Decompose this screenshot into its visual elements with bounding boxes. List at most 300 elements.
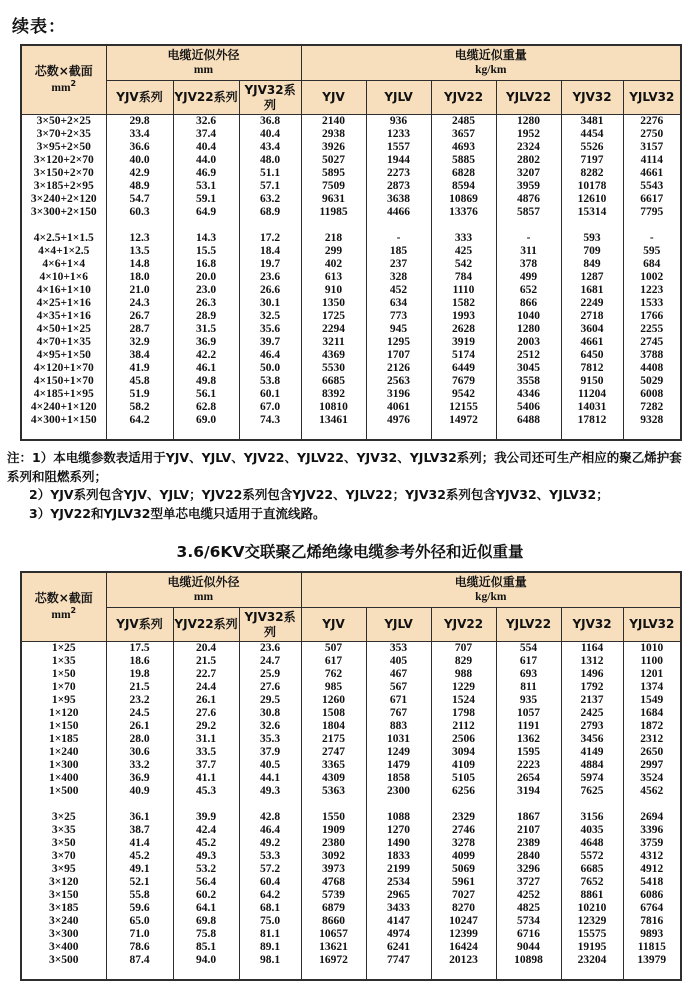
- value-cell: 53.8: [239, 375, 301, 388]
- value-cell: 75.8: [173, 928, 239, 941]
- value-cell: 57.2: [239, 863, 301, 876]
- value-cell: 23.2: [106, 694, 173, 707]
- value-cell: 1191: [496, 720, 561, 733]
- cores-section-cell: 4×300+1×150: [21, 414, 106, 427]
- value-cell: 69.8: [173, 915, 239, 928]
- value-cell: 883: [366, 720, 431, 733]
- value-cell: 23.6: [239, 271, 301, 284]
- value-cell: 935: [496, 694, 561, 707]
- value-cell: 56.4: [173, 876, 239, 889]
- spacer-cell: [366, 427, 431, 440]
- value-cell: 353: [366, 641, 431, 655]
- value-cell: 3456: [561, 733, 623, 746]
- value-cell: 10869: [431, 193, 496, 206]
- spacer-cell: [366, 967, 431, 980]
- value-cell: 19.7: [239, 258, 301, 271]
- cores-section-cell: 4×35+1×16: [21, 310, 106, 323]
- value-cell: -: [623, 232, 681, 245]
- value-cell: 1110: [431, 284, 496, 297]
- value-cell: 299: [301, 245, 366, 258]
- value-cell: 3157: [623, 141, 681, 154]
- value-cell: 2380: [301, 837, 366, 850]
- table-row: [21, 375, 681, 388]
- value-cell: 26.7: [106, 310, 173, 323]
- value-cell: 35.3: [239, 733, 301, 746]
- value-cell: 4974: [366, 928, 431, 941]
- value-cell: 1040: [496, 310, 561, 323]
- cores-section-cell: 1×500: [21, 785, 106, 798]
- table-row: [21, 167, 681, 180]
- value-cell: 26.1: [173, 694, 239, 707]
- spacer-cell: [301, 798, 366, 811]
- value-cell: 4825: [496, 902, 561, 915]
- value-cell: 1725: [301, 310, 366, 323]
- value-cell: 64.9: [173, 206, 239, 219]
- table-row: [21, 707, 681, 720]
- value-cell: 2654: [496, 772, 561, 785]
- value-cell: 7795: [623, 206, 681, 219]
- table-header: [21, 572, 681, 641]
- value-cell: 2389: [496, 837, 561, 850]
- value-cell: 56.1: [173, 388, 239, 401]
- value-cell: 3396: [623, 824, 681, 837]
- value-cell: 15.5: [173, 245, 239, 258]
- value-cell: 2512: [496, 349, 561, 362]
- value-cell: 57.1: [239, 180, 301, 193]
- value-cell: 1201: [623, 668, 681, 681]
- value-cell: 1002: [623, 271, 681, 284]
- spacer-cell: [301, 967, 366, 980]
- value-cell: 1280: [496, 323, 561, 336]
- value-cell: 7027: [431, 889, 496, 902]
- value-cell: 9150: [561, 375, 623, 388]
- table-row: [21, 401, 681, 414]
- value-cell: 2003: [496, 336, 561, 349]
- value-cell: 1374: [623, 681, 681, 694]
- value-cell: 1993: [431, 310, 496, 323]
- cores-section-cell: 3×185+2×95: [21, 180, 106, 193]
- value-cell: 67.0: [239, 401, 301, 414]
- value-cell: 12399: [431, 928, 496, 941]
- value-cell: 53.3: [239, 850, 301, 863]
- value-cell: 3211: [301, 336, 366, 349]
- value-cell: 8392: [301, 388, 366, 401]
- value-cell: 11815: [623, 941, 681, 954]
- value-cell: 49.8: [173, 375, 239, 388]
- value-cell: 40.4: [173, 141, 239, 154]
- value-cell: 784: [431, 271, 496, 284]
- value-cell: 26.6: [239, 284, 301, 297]
- value-cell: 2650: [623, 746, 681, 759]
- value-cell: 9328: [623, 414, 681, 427]
- value-cell: 4035: [561, 824, 623, 837]
- value-cell: 4661: [561, 336, 623, 349]
- value-cell: 1804: [301, 720, 366, 733]
- value-cell: 2563: [366, 375, 431, 388]
- cores-section-cell: 3×240: [21, 915, 106, 928]
- value-cell: 45.8: [106, 375, 173, 388]
- value-cell: 1031: [366, 733, 431, 746]
- value-cell: 5543: [623, 180, 681, 193]
- value-cell: 2324: [496, 141, 561, 154]
- cores-section-cell: 3×120: [21, 876, 106, 889]
- value-cell: 49.1: [106, 863, 173, 876]
- cores-section-cell: 3×300+2×150: [21, 206, 106, 219]
- value-cell: 37.9: [239, 746, 301, 759]
- table-header: [21, 45, 681, 114]
- value-cell: 12.3: [106, 232, 173, 245]
- value-cell: 44.1: [239, 772, 301, 785]
- spacer-cell: [21, 798, 106, 811]
- value-cell: 4884: [561, 759, 623, 772]
- cores-section-cell: 3×95+2×50: [21, 141, 106, 154]
- value-cell: 64.2: [239, 889, 301, 902]
- value-cell: 46.4: [239, 349, 301, 362]
- value-cell: 40.4: [239, 128, 301, 141]
- continued-table-label: 续表：: [12, 17, 66, 37]
- value-cell: 1944: [366, 154, 431, 167]
- value-cell: 1496: [561, 668, 623, 681]
- cores-section-cell: 4×6+1×4: [21, 258, 106, 271]
- value-cell: 652: [496, 284, 561, 297]
- value-cell: 2750: [623, 128, 681, 141]
- value-cell: 3092: [301, 850, 366, 863]
- spacer-cell: [561, 967, 623, 980]
- value-cell: 18.0: [106, 271, 173, 284]
- col-header-yjlv22: YJLV22: [496, 608, 561, 642]
- value-cell: 3207: [496, 167, 561, 180]
- value-cell: 41.4: [106, 837, 173, 850]
- value-cell: 41.9: [106, 362, 173, 375]
- value-cell: 59.6: [106, 902, 173, 915]
- value-cell: 37.4: [173, 128, 239, 141]
- value-cell: 3524: [623, 772, 681, 785]
- value-cell: 7625: [561, 785, 623, 798]
- table-row: [21, 876, 681, 889]
- value-cell: 9542: [431, 388, 496, 401]
- table-row: [21, 733, 681, 746]
- col-header-yjv22-series: YJV22系列: [173, 81, 239, 115]
- value-cell: 65.0: [106, 915, 173, 928]
- spacer-cell: [561, 427, 623, 440]
- spacer-cell: [301, 219, 366, 232]
- value-cell: 2534: [366, 876, 431, 889]
- value-cell: 1858: [366, 772, 431, 785]
- value-cell: 12329: [561, 915, 623, 928]
- value-cell: 3296: [496, 863, 561, 876]
- cores-section-title: 芯数×截面: [34, 591, 93, 606]
- value-cell: 328: [366, 271, 431, 284]
- value-cell: 3919: [431, 336, 496, 349]
- col-header-yjlv32: YJLV32: [623, 81, 681, 115]
- value-cell: 50.0: [239, 362, 301, 375]
- col-header-yjlv32: YJLV32: [623, 608, 681, 642]
- value-cell: 33.5: [173, 746, 239, 759]
- value-cell: 20.0: [173, 271, 239, 284]
- value-cell: 36.6: [106, 141, 173, 154]
- value-cell: 8594: [431, 180, 496, 193]
- value-cell: 3973: [301, 863, 366, 876]
- outer-diameter-title: 电缆近似外径: [167, 48, 240, 62]
- value-cell: 33.2: [106, 759, 173, 772]
- value-cell: 10898: [496, 954, 561, 967]
- value-cell: 1909: [301, 824, 366, 837]
- spacer-cell: [623, 967, 681, 980]
- value-cell: 5572: [561, 850, 623, 863]
- value-cell: 37.7: [173, 759, 239, 772]
- cores-section-cell: 1×400: [21, 772, 106, 785]
- value-cell: 13979: [623, 954, 681, 967]
- table-row: [21, 889, 681, 902]
- spacer-row: [21, 798, 681, 811]
- table-row: [21, 258, 681, 271]
- cores-section-unit-sup: 2: [70, 605, 77, 615]
- value-cell: 2112: [431, 720, 496, 733]
- weight-title: 电缆近似重量: [454, 48, 527, 62]
- footnotes: [7, 449, 693, 524]
- cores-section-cell: 3×150+2×70: [21, 167, 106, 180]
- value-cell: 43.4: [239, 141, 301, 154]
- value-cell: 7197: [561, 154, 623, 167]
- value-cell: 6617: [623, 193, 681, 206]
- value-cell: 4562: [623, 785, 681, 798]
- value-cell: 51.9: [106, 388, 173, 401]
- cores-section-cell: 3×500: [21, 954, 106, 967]
- spacer-cell: [173, 967, 239, 980]
- table-row: [21, 232, 681, 245]
- value-cell: 1798: [431, 707, 496, 720]
- cores-section-cell: 4×25+1×16: [21, 297, 106, 310]
- value-cell: 39.9: [173, 811, 239, 824]
- cores-section-unit: mm: [51, 81, 71, 94]
- col-header-yjv: YJV: [301, 608, 366, 642]
- value-cell: 25.9: [239, 668, 301, 681]
- value-cell: 49.3: [239, 785, 301, 798]
- value-cell: 554: [496, 641, 561, 655]
- value-cell: 1766: [623, 310, 681, 323]
- table-row: [21, 349, 681, 362]
- value-cell: 14.3: [173, 232, 239, 245]
- value-cell: 11204: [561, 388, 623, 401]
- value-cell: 29.5: [239, 694, 301, 707]
- value-cell: 693: [496, 668, 561, 681]
- value-cell: 910: [301, 284, 366, 297]
- value-cell: 707: [431, 641, 496, 655]
- table-row: [21, 414, 681, 427]
- value-cell: 405: [366, 655, 431, 668]
- table-row: [21, 245, 681, 258]
- value-cell: 14972: [431, 414, 496, 427]
- value-cell: 2223: [496, 759, 561, 772]
- value-cell: 2107: [496, 824, 561, 837]
- table-row: [21, 284, 681, 297]
- value-cell: 45.3: [173, 785, 239, 798]
- value-cell: 2793: [561, 720, 623, 733]
- cores-section-cell: 3×240+2×120: [21, 193, 106, 206]
- value-cell: 13376: [431, 206, 496, 219]
- cores-section-cell: 1×185: [21, 733, 106, 746]
- cores-section-cell: 4×2.5+1×1.5: [21, 232, 106, 245]
- value-cell: 2425: [561, 707, 623, 720]
- value-cell: 24.5: [106, 707, 173, 720]
- value-cell: 60.1: [239, 388, 301, 401]
- value-cell: 378: [496, 258, 561, 271]
- table-row: [21, 850, 681, 863]
- table-row: [21, 954, 681, 967]
- value-cell: 30.6: [106, 746, 173, 759]
- value-cell: 6488: [496, 414, 561, 427]
- value-cell: 20.4: [173, 641, 239, 655]
- value-cell: 1681: [561, 284, 623, 297]
- value-cell: 5739: [301, 889, 366, 902]
- value-cell: 3194: [496, 785, 561, 798]
- spacer-cell: [366, 219, 431, 232]
- value-cell: 26.3: [173, 297, 239, 310]
- col-group-weight: [301, 572, 681, 608]
- spacer-cell: [623, 427, 681, 440]
- value-cell: 5069: [431, 863, 496, 876]
- table-row: [21, 141, 681, 154]
- value-cell: 46.1: [173, 362, 239, 375]
- value-cell: 3278: [431, 837, 496, 850]
- value-cell: 40.0: [106, 154, 173, 167]
- cores-section-cell: 1×95: [21, 694, 106, 707]
- value-cell: 7652: [561, 876, 623, 889]
- value-cell: 4147: [366, 915, 431, 928]
- value-cell: 2137: [561, 694, 623, 707]
- value-cell: 3433: [366, 902, 431, 915]
- value-cell: 2747: [301, 746, 366, 759]
- value-cell: 4099: [431, 850, 496, 863]
- value-cell: 5105: [431, 772, 496, 785]
- cores-section-cell: 3×35: [21, 824, 106, 837]
- value-cell: 8282: [561, 167, 623, 180]
- value-cell: 48.0: [239, 154, 301, 167]
- table-row: [21, 128, 681, 141]
- value-cell: 21.5: [106, 681, 173, 694]
- value-cell: 27.6: [173, 707, 239, 720]
- spacer-cell: [173, 427, 239, 440]
- cores-section-cell: 3×185: [21, 902, 106, 915]
- value-cell: 237: [366, 258, 431, 271]
- spacer-cell: [496, 219, 561, 232]
- value-cell: 1533: [623, 297, 681, 310]
- value-cell: 2938: [301, 128, 366, 141]
- value-cell: 3045: [496, 362, 561, 375]
- value-cell: 22.7: [173, 668, 239, 681]
- value-cell: 2745: [623, 336, 681, 349]
- value-cell: 17.2: [239, 232, 301, 245]
- cores-section-cell: 3×50+2×25: [21, 114, 106, 128]
- value-cell: 2329: [431, 811, 496, 824]
- table-row: [21, 902, 681, 915]
- value-cell: 18.4: [239, 245, 301, 258]
- value-cell: 3558: [496, 375, 561, 388]
- spacer-cell: [623, 798, 681, 811]
- table-row: [21, 271, 681, 284]
- value-cell: 32.6: [173, 114, 239, 128]
- value-cell: 41.1: [173, 772, 239, 785]
- value-cell: 33.4: [106, 128, 173, 141]
- value-cell: 5363: [301, 785, 366, 798]
- cores-section-cell: 1×70: [21, 681, 106, 694]
- spacer-cell: [106, 798, 173, 811]
- note-3: 3）YJV22和YJLV32型单芯电缆只适用于直流线路。: [29, 506, 326, 522]
- value-cell: 617: [496, 655, 561, 668]
- value-cell: 7747: [366, 954, 431, 967]
- value-cell: 1557: [366, 141, 431, 154]
- value-cell: 24.4: [173, 681, 239, 694]
- value-cell: 30.1: [239, 297, 301, 310]
- value-cell: 4061: [366, 401, 431, 414]
- value-cell: 45.2: [106, 850, 173, 863]
- spacer-cell: [496, 798, 561, 811]
- value-cell: 8270: [431, 902, 496, 915]
- value-cell: 5418: [623, 876, 681, 889]
- value-cell: 8660: [301, 915, 366, 928]
- spacer-cell: [366, 798, 431, 811]
- value-cell: 89.1: [239, 941, 301, 954]
- col-group-outer-diameter: [106, 572, 301, 608]
- value-cell: 60.2: [173, 889, 239, 902]
- spacer-cell: [239, 967, 301, 980]
- cores-section-cell: 3×300: [21, 928, 106, 941]
- header-group-row: [21, 45, 681, 81]
- value-cell: 3759: [623, 837, 681, 850]
- value-cell: 634: [366, 297, 431, 310]
- col-header-cores-section: [21, 45, 106, 114]
- value-cell: 617: [301, 655, 366, 668]
- value-cell: 1287: [561, 271, 623, 284]
- value-cell: 4912: [623, 863, 681, 876]
- value-cell: 3196: [366, 388, 431, 401]
- spacer-cell: [431, 219, 496, 232]
- value-cell: 4976: [366, 414, 431, 427]
- spacer-cell: [623, 219, 681, 232]
- value-cell: 51.1: [239, 167, 301, 180]
- value-cell: 16424: [431, 941, 496, 954]
- spacer-cell: [239, 219, 301, 232]
- value-cell: 11985: [301, 206, 366, 219]
- value-cell: 936: [366, 114, 431, 128]
- value-cell: 24.7: [239, 655, 301, 668]
- value-cell: 7509: [301, 180, 366, 193]
- value-cell: 2965: [366, 889, 431, 902]
- value-cell: 1707: [366, 349, 431, 362]
- value-cell: 1350: [301, 297, 366, 310]
- weight-title: 电缆近似重量: [454, 574, 527, 589]
- value-cell: 42.9: [106, 167, 173, 180]
- value-cell: 567: [366, 681, 431, 694]
- table-row: [21, 655, 681, 668]
- spacer-cell: [496, 967, 561, 980]
- value-cell: 5174: [431, 349, 496, 362]
- value-cell: 62.8: [173, 401, 239, 414]
- value-cell: 1549: [623, 694, 681, 707]
- value-cell: 6008: [623, 388, 681, 401]
- value-cell: 94.0: [173, 954, 239, 967]
- value-cell: 64.1: [173, 902, 239, 915]
- value-cell: 12610: [561, 193, 623, 206]
- value-cell: 2126: [366, 362, 431, 375]
- value-cell: 988: [431, 668, 496, 681]
- value-cell: 402: [301, 258, 366, 271]
- value-cell: 32.6: [239, 720, 301, 733]
- cores-section-cell: 1×240: [21, 746, 106, 759]
- value-cell: 3657: [431, 128, 496, 141]
- cores-section-cell: 1×120: [21, 707, 106, 720]
- value-cell: 28.7: [106, 323, 173, 336]
